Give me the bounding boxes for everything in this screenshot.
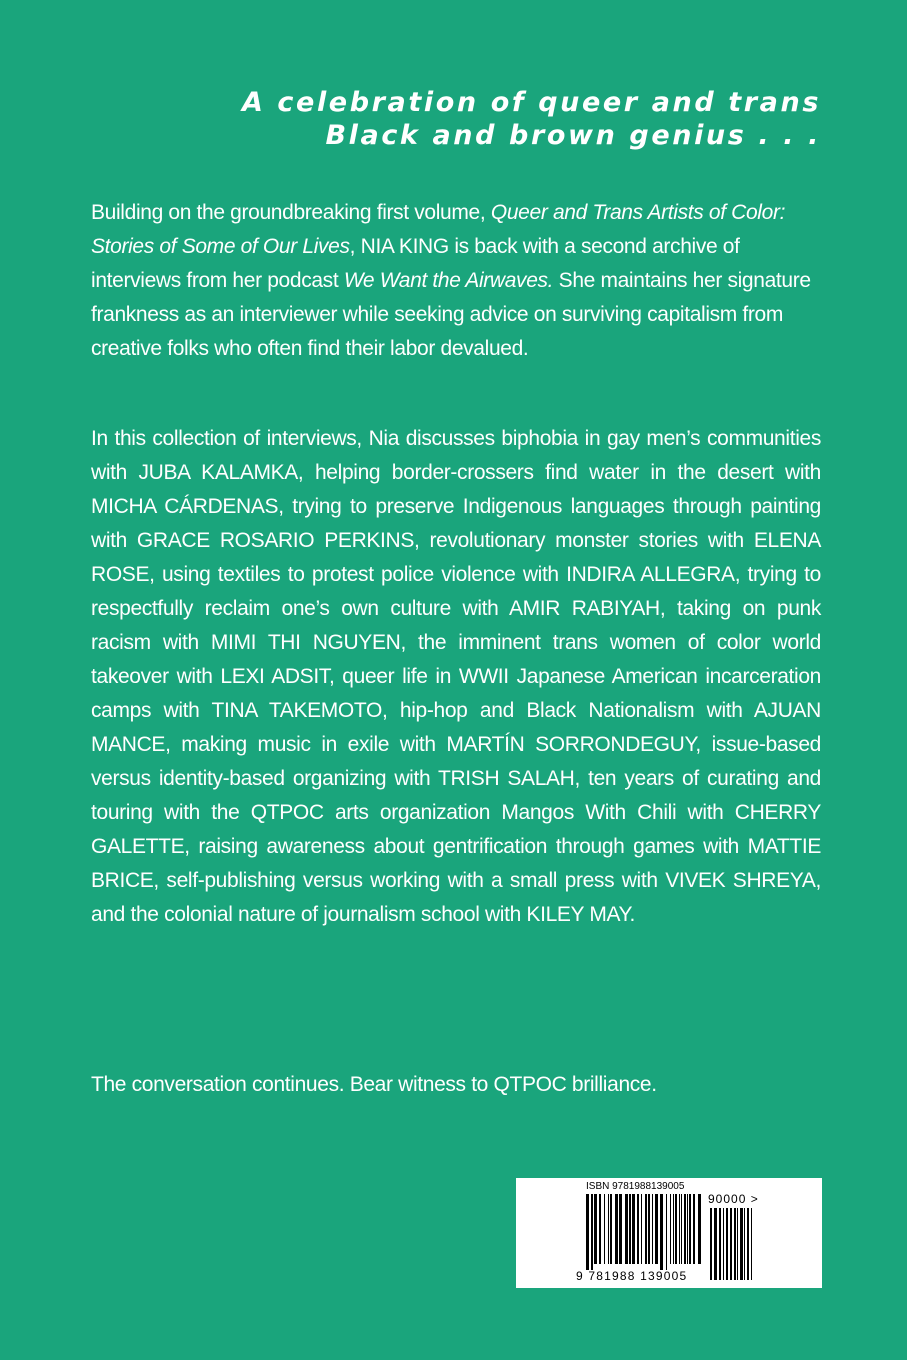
tagline-line-1: A celebration of queer and trans [241,87,821,118]
barcode-bar [730,1208,732,1280]
barcode-bar [637,1194,639,1264]
intro-paragraph [91,196,821,366]
barcode-bar [619,1194,622,1264]
barcode-bar [586,1194,589,1270]
barcode-bar [673,1194,674,1264]
barcode-bar [615,1194,618,1264]
barcode-bar [714,1208,717,1280]
barcode-bar [660,1194,663,1270]
barcode-bar [625,1194,628,1264]
barcode-bar [648,1194,650,1264]
barcode-bar [604,1194,605,1264]
barcode-bar [723,1208,724,1280]
intro-text-3: She maintains her signature frankness as an interviewer while seeking advice on surviving capitalism from creative folks who often find their labor devalued. [91,269,811,360]
isbn-barcode [516,1178,822,1288]
barcode-bar [734,1208,736,1280]
barcode-bar [670,1194,671,1264]
podcast-title: We Want the Airwaves. [343,269,554,292]
first-volume-title: Queer and Trans Artists of Color: Stories of Some of Our Lives [91,201,786,258]
barcode-bar [681,1194,682,1264]
barcode-bar [608,1194,609,1264]
barcode-bar [610,1194,612,1264]
barcode-bar [726,1208,728,1280]
barcode-bar [666,1194,667,1270]
isbn-label: ISBN 9781988139005 [586,1181,685,1192]
barcode-bar [740,1208,743,1280]
closing-paragraph: The conversation continues. Bear witness to QTPOC brilliance. [91,1073,657,1096]
barcode-bar [645,1194,647,1264]
barcode-bar [594,1194,597,1264]
barcode-bar [632,1194,635,1264]
barcode-bar [641,1194,642,1264]
intro-text-1: Building on the groundbreaking first volume, [91,201,491,224]
barcode-bar [710,1208,712,1280]
barcode-bar [744,1208,745,1280]
barcode-bar [719,1208,721,1280]
tagline [242,86,821,152]
barcode-bar [687,1194,688,1264]
barcode-bar [675,1194,677,1264]
barcode-bar [747,1208,749,1280]
tagline-line-2: Black and brown genius . . . [325,120,821,151]
barcode-bar [679,1194,680,1264]
barcode-main-digits: 9 781988 139005 [576,1269,688,1283]
barcode-bar [684,1194,686,1264]
barcode-bar [737,1208,738,1280]
barcode-bar [693,1194,695,1264]
intro-text-2: , NIA KING is back with a second archive of interviews from her podcast [91,235,740,292]
barcode-bar [591,1194,593,1270]
barcode-bar [751,1208,752,1280]
barcode-bar [698,1194,701,1264]
barcode-bar [655,1194,658,1264]
interviews-paragraph: In this collection of interviews, Nia discusses biphobia in gay men’s communities with JUBA KALAMKA, helping border-crossers find water in the desert with MICHA CÁRDENAS, trying to preserve Indigenous languages through painting with GRACE ROSARIO PERKINS, revolutionary monster stories with ELENA ROSE, using textiles to protest police violence with INDIRA ALLEGRA, trying to respectfully reclaim one’s own culture with AMIR RABIYAH, taking on punk racism with MIMI THI NGUYEN, the imminent trans women of color world takeover with LEXI ADSIT, queer life in WWII Japanese American incarceration camps with TINA TAKEMOTO, hip-hop and Black Nationalism with AJUAN MANCE, making music in exile with MARTÍN SORRONDEGUY, issue-based versus identity-based organizing with TRISH SALAH, ten years of curating and touring with the QTPOC arts organization Mangos With Chili with CHERRY GALETTE, raising awareness about gentrification through games with MATTIE BRICE, self-publishing versus working with a small press with VIVEK SHREYA, and the colonial nature of journalism school with KILEY MAY. [91,427,821,926]
barcode-addon-digits: 90000 > [708,1192,759,1206]
barcode-bar [599,1194,601,1264]
barcode-bar [689,1194,691,1264]
barcode-bar [629,1194,631,1264]
barcode-bar [652,1194,653,1264]
